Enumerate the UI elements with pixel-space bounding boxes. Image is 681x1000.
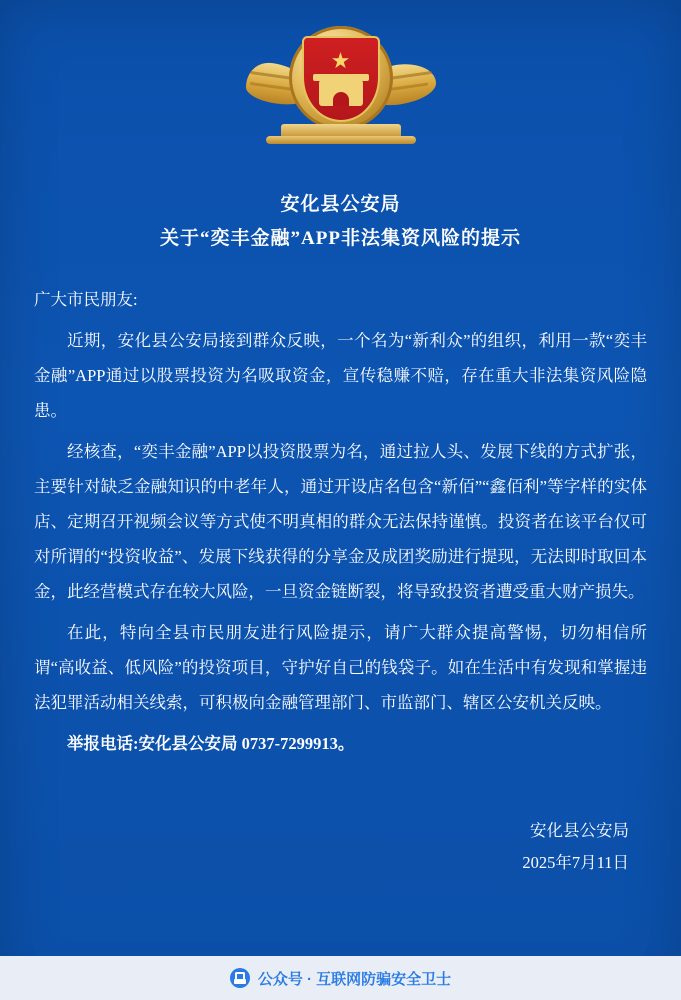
signature-block [0, 815, 629, 879]
signature-org: 安化县公安局 [530, 821, 629, 840]
body-paragraph-1: 近期，安化县公安局接到群众反映，一个名为“新利众”的组织，利用一款“奕丰金融”APP通过以股票投资为名吸取资金，宣传稳赚不赔，存在重大非法集资风险隐患。 [34, 331, 647, 420]
report-hotline: 举报电话:安化县公安局 0737-7299913。 [67, 734, 355, 753]
police-badge-emblem [246, 20, 436, 140]
body-paragraph-3: 在此，特向全县市民朋友进行风险提示，请广大群众提高警惕，切勿相信所谓“高收益、低风险”的投资项目，守护好自己的钱袋子。如在生活中有发现和掌握违法犯罪活动相关线索，可积极向金融管理部门、市监部门、辖区公安机关反映。 [34, 623, 647, 712]
shield-account-icon [230, 968, 250, 988]
emblem-star-icon: ★ [330, 48, 351, 73]
title-line-org: 安化县公安局 [280, 194, 401, 215]
footer-label: 公众号 · 互联网防骗安全卫士 [257, 970, 452, 988]
emblem-base-icon [281, 124, 401, 138]
emblem-shield-icon [302, 36, 380, 122]
salutation: 广大市民朋友: [34, 290, 138, 309]
signature-date: 2025年7月11日 [522, 853, 629, 872]
page-title [0, 188, 681, 256]
footer-bar [0, 956, 681, 1000]
emblem-gate-icon [319, 80, 363, 106]
emblem-container [0, 0, 681, 160]
title-line-subject: 关于“奕丰金融”APP非法集资风险的提示 [160, 228, 521, 249]
notice-body [34, 282, 647, 761]
body-paragraph-2: 经核查，“奕丰金融”APP以投资股票为名，通过拉人头、发展下线的方式扩张，主要针对缺乏金融知识的中老年人，通过开设店名包含“新佰”“鑫佰利”等字样的实体店、定期召开视频会议等方式使不明真相的群众无法保持谨慎。投资者在该平台仅可对所谓的“投资收益”、发展下线获得的分享金及成团奖励进行提现，无法即时取回本金，此经营模式存在较大风险，一旦资金链断裂，将导致投资者遭受重大财产损失。 [34, 442, 647, 601]
